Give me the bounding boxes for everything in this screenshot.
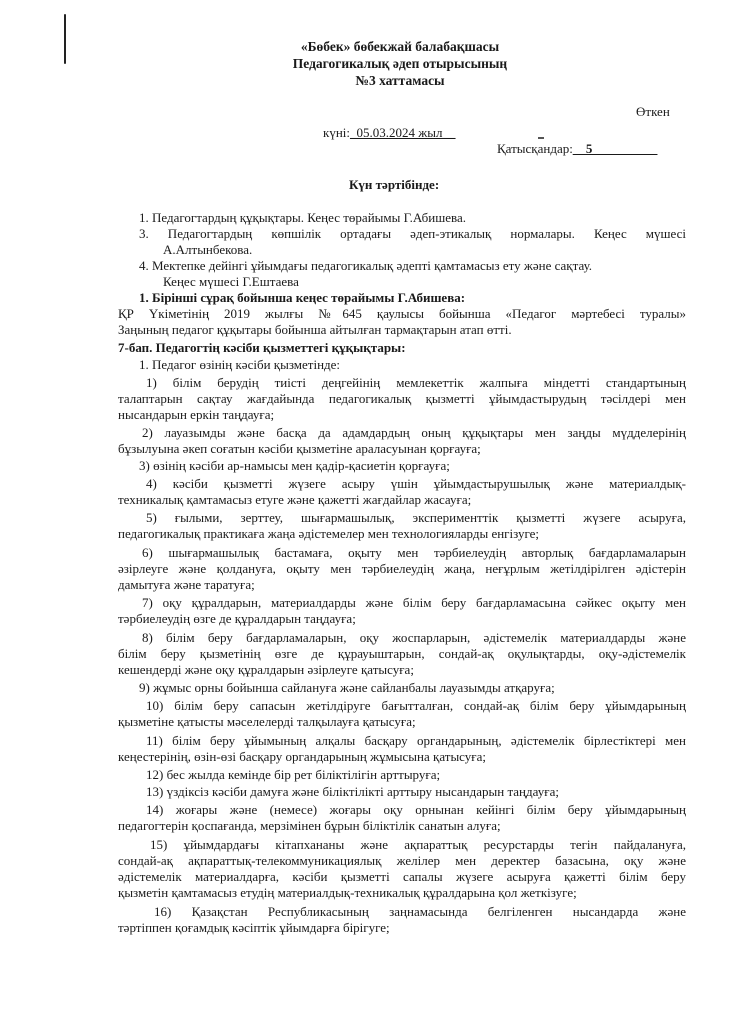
header-line-2: Педагогикалық әдеп отырысының bbox=[292, 56, 508, 71]
date-label: күні: bbox=[323, 125, 350, 140]
list-item-15-cont: әдістемелік материалдарға, кәсіби қызметті сапалы жүзеге асыруға қажетті білім беру bbox=[118, 869, 686, 884]
header-line-1: «Бөбек» бөбекжай балабақшасы bbox=[300, 39, 500, 54]
date-value: _05.03.2024 жыл__ bbox=[350, 125, 456, 140]
list-item-8-cont: білім беру қызметінің өзге де құрауыштарын, сондай-ақ оқулықтарды, оқу-әдістемелік bbox=[118, 646, 686, 661]
list-item-15-cont: қызметін қамтамасыз етудің материалдық-техникалық құралдарына қол жеткізуге; bbox=[118, 885, 577, 900]
body-line: ҚР Үкіметінің 2019 жылғы №645 қаулысы бойынша «Педагог мәртебесі туралы» bbox=[118, 306, 686, 321]
list-item-3: 3) өзінің кәсіби ар-намысы мен қадір-қасиетін қорғауға; bbox=[139, 458, 450, 473]
list-item-15-cont: сондай-ақ ақпараттық-телекоммуникациялық желілер мен деректер базасына, оқу және bbox=[118, 853, 686, 868]
list-item-4-cont: техникалық қамтамасыз етуге және қажетті жағдайлар жасауға; bbox=[118, 492, 472, 507]
list-item-1-cont: талаптарын сақтау жағдайында педагогикалық қызметті ұйымдастырудың тәсілдері мен bbox=[118, 391, 686, 406]
list-item-10: 10) білім беру сапасын жетілдіруге бағытталған, сондай-ақ білім беру ұйымдарының bbox=[146, 698, 686, 713]
stray-mark bbox=[538, 137, 544, 139]
agenda-item: 4. Мектепке дейінгі ұйымдағы педагогикалық әдепті қамтамасыз ету және сақтау. bbox=[139, 258, 593, 273]
list-item-5: 5) ғылыми, зерттеу, шығармашылық, эксперименттік қызметті жүзеге асыруға, bbox=[146, 510, 686, 525]
agenda-item-cont: Кеңес мүшесі Г.Ештаева bbox=[163, 274, 299, 289]
list-item-16-cont: тәртіппен қоғамдық кәсіптік ұйымдарға бірігуге; bbox=[118, 920, 390, 935]
list-item-6-cont: әзірлеуге және қолдануға, оқыту мен тәрбиелеудің жаңа, неғұрлым жетілдірілген әдістерін bbox=[118, 561, 686, 576]
list-item-8-cont: кешендерді және оқу құралдарын әзірлеуге қатысуға; bbox=[118, 662, 414, 677]
list-item-1-cont: нысандарын еркін таңдауға; bbox=[118, 407, 275, 422]
list-item-7: 7) оқу құралдарын, материалдарды және білім беру бағдарламасына сәйкес оқыту мен bbox=[142, 595, 686, 610]
agenda-item: 3. Педагогтардың көпшілік ортадағы әдеп-этикалық нормалары. Кеңес мүшесі bbox=[139, 226, 686, 241]
list-item-6-cont: дамытуға және таратуға; bbox=[118, 577, 255, 592]
list-item-5-cont: педагогикалық практикаға жаңа әдістемелер мен технологияларды енгізуге; bbox=[118, 526, 540, 541]
participants-value: __5__________ bbox=[572, 141, 658, 156]
list-item-1: 1) білім берудің тиісті деңгейінің мемлекеттік жалпыға міндетті стандартының bbox=[146, 375, 686, 390]
list-item-14-cont: педагогтерін қоспағанда, мерзімінен бұрын біліктілік санатын алуға; bbox=[118, 818, 501, 833]
list-item-8: 8) білім беру бағдарламаларын, оқу жоспарларын, әдістемелік материалдарды және bbox=[142, 630, 686, 645]
header-line-3: №3 хаттамасы bbox=[355, 73, 445, 88]
agenda-item-cont: А.Алтынбекова. bbox=[163, 242, 253, 257]
list-item-10-cont: қызметіне қатысты мәселелерді талқылауға қатысуға; bbox=[118, 714, 416, 729]
list-item-13: 13) үздіксіз кәсіби дамуға және біліктілікті арттыру нысандарын таңдауға; bbox=[146, 784, 559, 799]
list-item-4: 4) кәсіби қызметті жүзеге асыру үшін ұйымдастырушылық және материалдық- bbox=[146, 476, 686, 491]
question-heading: 1. Бірінші сұрақ бойынша кеңес төрайымы Г.Абишева: bbox=[139, 290, 466, 305]
participants-label: Қатысқандар: bbox=[497, 141, 573, 156]
agenda-title: Күн тәртібінде: bbox=[349, 177, 440, 192]
list-item-15: 15) ұйымдардағы кітапхананы және ақпараттық ресурстарды тегін пайдалануға, bbox=[150, 837, 686, 852]
list-item-11: 11) білім беру ұйымының алқалы басқару органдарының, әдістемелік бірлестіктері мен bbox=[146, 733, 686, 748]
article-heading: 7-бап. Педагогтің кәсіби қызметтегі құқықтары: bbox=[118, 340, 406, 355]
otken-label: Өткен bbox=[636, 104, 670, 119]
participants-line bbox=[497, 141, 657, 157]
list-item-16: 16) Қазақстан Республикасының заңнамасында белгіленген нысандарда және bbox=[154, 904, 686, 919]
list-item-2: 2) лауазымды және басқа да адамдардың оның құқықтары мен заңды мүдделерінің bbox=[142, 425, 686, 440]
list-item-11-cont: кеңестерінің, өзін-өзі басқару органдарының жұмысына қатысуға; bbox=[118, 749, 486, 764]
body-line: Заңының педагог құқытары бойынша айтылған тармақтарын атап өтті. bbox=[118, 322, 512, 337]
agenda-item: 1. Педагогтардың құқықтары. Кеңес төрайымы Г.Абишева. bbox=[139, 210, 466, 225]
list-item-14: 14) жоғары және (немесе) жоғары оқу орнынан кейінгі білім беру ұйымдарының bbox=[146, 802, 686, 817]
date-line bbox=[323, 125, 455, 141]
list-item-9: 9) жұмыс орны бойынша сайлануға және сайланбалы лауазымды атқаруға; bbox=[139, 680, 555, 695]
list-item-12: 12) бес жылда кемінде бір рет біліктілігін арттыруға; bbox=[146, 767, 441, 782]
list-item-6: 6) шығармашылық бастамаға, оқыту мен тәрбиелеудің авторлық бағдарламаларын bbox=[142, 545, 686, 560]
list-item-7-cont: тәрбиелеудің өзге де құралдарын таңдауға; bbox=[118, 611, 356, 626]
list-item-2-cont: бұзылуына әкеп соғатын кәсіби қызметіне араласуынан қорғауға; bbox=[118, 441, 481, 456]
body-line: 1. Педагог өзінің кәсіби қызметінде: bbox=[139, 357, 341, 372]
margin-pen-mark bbox=[64, 14, 66, 64]
